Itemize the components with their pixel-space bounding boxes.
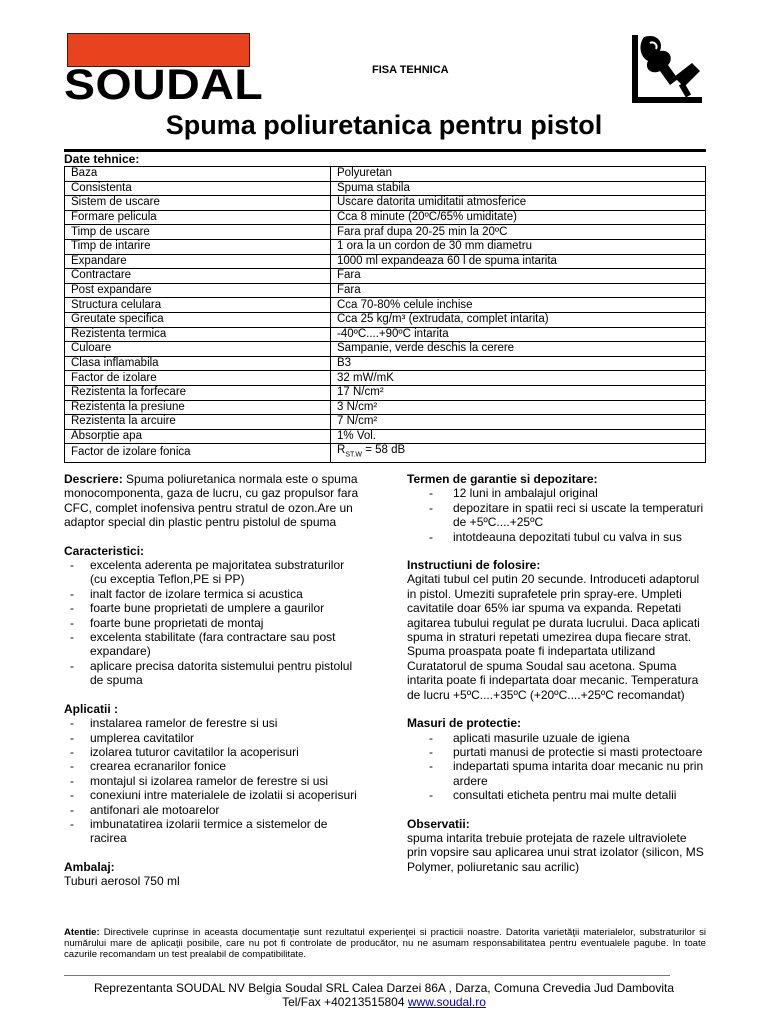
tech-row [65,210,706,225]
tech-row [65,385,706,400]
list-item: - conexiuni intre materialele de izolatii si acoperisuri [64,788,364,802]
tech-row [65,356,706,371]
tech-row [65,327,706,342]
characteristics-block [64,544,364,688]
tech-data-table [64,166,706,463]
tech-value: 7 N/cm² [331,415,706,430]
protection-list [407,731,707,803]
tech-value: 17 N/cm² [331,385,706,400]
instructions-text: Agitati tubul cel putin 20 secunde. Introduceti adaptorul in pistol. Umeziti suprafetele prin spray-ere. Umpleti cavitatile doar 65% iar spuma va expanda. Repetati agitarea tubului regulat pe durata lucrului. Daca aplicati spuma in straturi repetati umezirea dupa fiecare strat. Spuma proaspata poate fi indepartata utilizand Curatatorul de spuma Soudal sau acetona. Spuma intarita poate fi indepartata doar mecanic. Temperatura de lucru +5ºC....+35ºC (+20ºC....+25ºC recomandat) [407,572,700,702]
tech-property: Consistenta [65,181,331,196]
tech-property: Rezistenta termica [65,327,331,342]
footer-contact [0,995,768,1009]
footer [0,981,768,1009]
tech-property: Factor de izolare fonica [65,444,331,462]
tech-value: 3 N/cm² [331,400,706,415]
tech-property: Post expandare [65,283,331,298]
page-title: Spuma poliuretanica pentru pistol [165,110,603,140]
footer-address: Reprezentanta SOUDAL NV Belgia Soudal SRL Calea Darzei 86A , Darza, Comuna Crevedia Jud Dambovita [93,981,675,995]
tech-property: Formare pelicula [65,210,331,225]
list-item: - izolarea tuturor cavitatilor la acoperisuri [64,745,364,759]
tech-value: Spuma stabila [331,181,706,196]
tech-property: Timp de intarire [65,239,331,254]
tech-value: Fara [331,283,706,298]
packaging-block [64,860,364,889]
warranty-block [407,472,707,544]
document-type: FISA TEHNICA [372,64,449,76]
disclaimer-text: Directivele cuprinse in aceasta documentaţie sunt rezultatul experienţei si practicii noastre. Datorita varietăţii materialelor, substraturilor si numărului mare de aplicaţii posibile, care nu pot fi controlate de producător, nu ne asumam responsabilitatea pentru eventualele pagube. In toate cazurile recomandam un test prealabil de compatibilitate. [64,927,706,961]
description-label: Descriere: [64,472,123,486]
list-item: - consultati eticheta pentru mai multe detalii [407,788,707,802]
tech-row [65,167,706,182]
applications-block [64,702,364,846]
applications-heading: Aplicatii : [64,701,119,716]
tech-property: Rezistenta la presiune [65,400,331,415]
list-item: - intotdeauna depozitati tubul cu valva in sus [407,530,707,544]
list-item: - indepartati spuma intarita doar mecanic nu prin ardere [407,759,707,788]
tech-value: 32 mW/mK [331,371,706,386]
list-item: - aplicare precisa datorita sistemului pentru pistolul de spuma [64,659,364,688]
tech-property: Timp de uscare [65,225,331,240]
tech-property: Absorptie apa [65,429,331,444]
list-item: - imbunatatirea izolarii termice a sistemelor de racirea [64,817,364,846]
warranty-heading: Termen de garantie si depozitare: [407,472,598,486]
list-item: - depozitare in spatii reci si uscate la temperaturi de +5ºC....+25ºC [407,501,707,530]
tech-row [65,371,706,386]
title-divider [64,149,706,152]
description-text: Spuma poliuretanica normala este o spuma monocomponenta, gaza de lucru, cu gaz propulsor fara CFC, complet inofensiva pentru stratul de ozon.Are un adaptor special din plastic pentru pistolul de spuma [64,472,359,530]
tech-property: Factor de izolare [65,371,331,386]
instructions-heading: Instructiuni de folosire: [407,558,541,573]
tech-value: Polyuretan [331,167,706,182]
tech-value: 1% Vol. [331,429,706,444]
tech-row [65,283,706,298]
tech-value: Uscare datorita umiditatii atmosferice [331,196,706,211]
list-item: - foarte bune proprietati de umplere a gaurilor [64,601,364,615]
tech-value: Cca 70-80% celule inchise [331,298,706,313]
tech-property: Sistem de uscare [65,196,331,211]
tech-value: 1000 ml expandeaza 60 l de spuma intarita [331,254,706,269]
characteristics-heading: Caracteristici: [64,543,145,558]
list-item: - crearea ecranarilor fonice [64,759,364,773]
tech-value: B3 [331,356,706,371]
tech-property: Structura celulara [65,298,331,313]
observations-heading: Observatii: [407,816,470,831]
tech-property: Contractare [65,269,331,284]
list-item: - excelenta aderenta pe majoritatea substraturilor (cu exceptia Teflon,PE si PP) [64,558,364,587]
applications-list [64,716,364,846]
tech-value: Cca 8 minute (20ºC/65% umiditate) [331,210,706,225]
list-item: - antifonari ale motoarelor [64,803,364,817]
list-item: - aplicati masurile uzuale de igiena [407,731,707,745]
tech-property: Baza [65,167,331,182]
tech-row [65,225,706,240]
tech-property: Clasa inflamabila [65,356,331,371]
disclaimer-note [64,927,706,961]
list-item: - foarte bune proprietati de montaj [64,616,364,630]
tech-row [65,269,706,284]
tech-property: Culoare [65,342,331,357]
right-column [407,472,707,888]
tech-row [65,342,706,357]
disclaimer-label: Atentie: [64,927,100,938]
website-link[interactable]: www.soudal.ro [407,995,486,1009]
list-item: - montajul si izolarea ramelor de ferestre si usi [64,774,364,788]
tech-value [331,444,706,462]
tech-row [65,298,706,313]
footer-phone: Tel/Fax +40213515804 [282,995,408,1009]
tech-property: Expandare [65,254,331,269]
tech-value: -40ºC....+90ºC intarita [331,327,706,342]
observations-text: spuma intarita trebuie protejata de razele ultraviolete prin vopsire sau aplicarea unui strat izolator (silicon, MS Polymer, poliuretanic sau acrilic) [407,830,704,874]
tech-value: Fara praf dupa 20-25 min la 20ºC [331,225,706,240]
tech-row [65,429,706,444]
hand-spray-gun-icon [630,33,704,105]
tech-property: Greutate specifica [65,312,331,327]
tech-value: Cca 25 kg/m³ (extrudata, complet intarita) [331,312,706,327]
tech-value-symbol: R [337,444,346,457]
tech-row [65,312,706,327]
description-block [64,472,364,530]
tech-row [65,415,706,430]
tech-data-heading: Date tehnice: [64,152,140,166]
tech-property: Rezistenta la forfecare [65,385,331,400]
tech-row [65,181,706,196]
tech-property: Rezistenta la arcuire [65,415,331,430]
tech-value: Sampanie, verde deschis la cerere [331,342,706,357]
protection-block [407,716,707,802]
tech-row [65,196,706,211]
protection-heading: Masuri de protectie: [407,716,522,731]
tech-row [65,254,706,269]
packaging-text: Tuburi aerosol 750 ml [64,874,180,889]
tech-value: 1 ora la un cordon de 30 mm diametru [331,239,706,254]
list-item: - 12 luni in ambalajul original [407,486,707,500]
characteristics-list [64,558,364,688]
observations-block [407,817,707,875]
list-item: - excelenta stabilitate (fara contractare sau post expandare) [64,630,364,659]
tech-row [65,400,706,415]
left-column [64,472,364,903]
footer-divider [64,975,670,976]
tech-value-subscript: ST.W [345,451,363,459]
tech-value-text: = 58 dB [365,444,406,457]
warranty-list [407,486,707,544]
tech-row [65,444,706,462]
tech-value: Fara [331,269,706,284]
list-item: - purtati manusi de protectie si masti protectoare [407,745,707,759]
brand-logo: SOUDAL [64,61,264,109]
tech-row [65,239,706,254]
list-item: - umplerea cavitatilor [64,731,364,745]
list-item: - instalarea ramelor de ferestre si usi [64,716,364,730]
instructions-block [407,558,707,702]
packaging-heading: Ambalaj: [64,859,115,874]
list-item: - inalt factor de izolare termica si acustica [64,587,364,601]
